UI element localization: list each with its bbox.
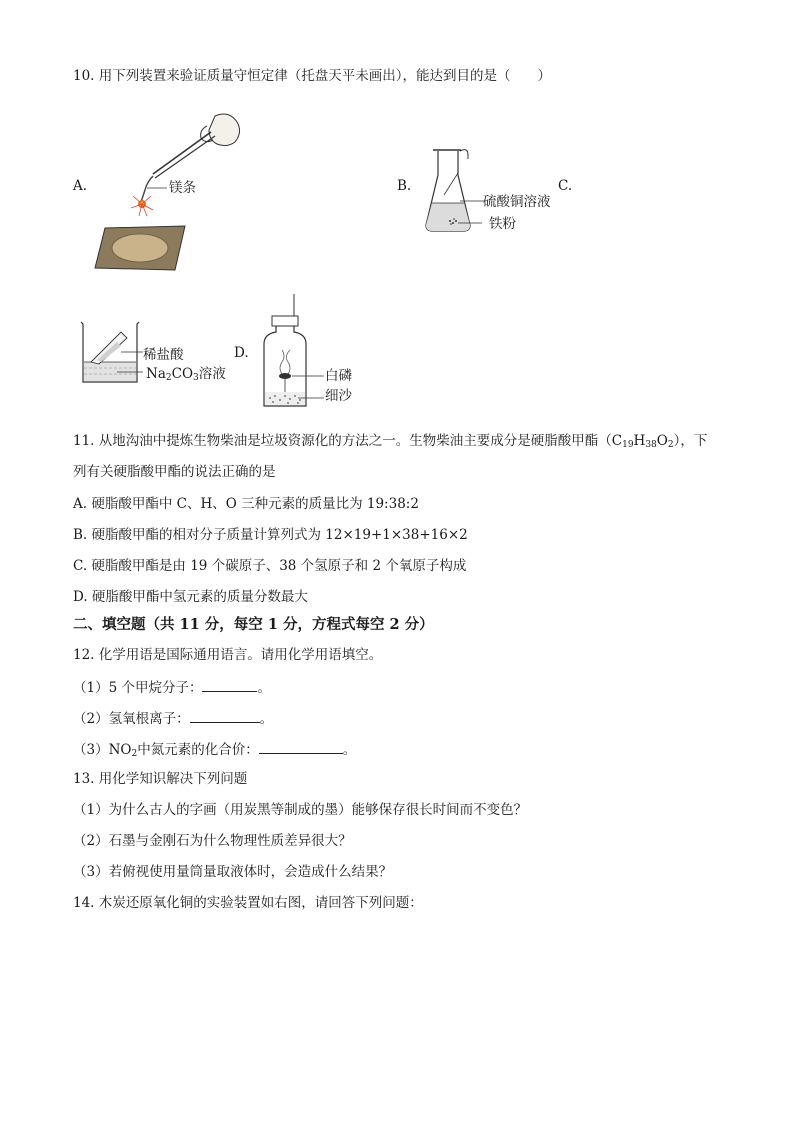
q11-option-b: B. 硬脂酸甲酯的相对分子质量计算列式为 12×19+1×38+16×2 (73, 527, 468, 543)
answer-blank-1[interactable] (202, 677, 257, 692)
q11-option-a: A. 硬脂酸甲酯中 C、H、O 三种元素的质量比为 19:38:2 (73, 496, 419, 512)
option-b-label: B. (397, 178, 412, 194)
figure-d-bottle (258, 294, 328, 412)
figure-a-label: 镁条 (169, 180, 196, 196)
q13-part3: （3）若俯视使用量筒量取液体时，会造成什么结果？ (73, 864, 393, 880)
q14-stem: 14. 木炭还原氧化铜的实验装置如右图，请回答下列问题： (73, 895, 423, 911)
q11-stem-line1: 11. 从地沟油中提炼生物柴油是垃圾资源化的方法之一。生物柴油主要成分是硬脂酸甲酯$(C_{19}H_{38}O_2)$，下 (73, 433, 708, 450)
q13-part2: （2）石墨与金刚石为什么物理性质差异很大？ (73, 833, 352, 849)
figure-b-label-bottom: 铁粉 (489, 216, 516, 232)
q11-option-d: D. 硬脂酸甲酯中氢元素的质量分数最大 (73, 589, 308, 605)
option-a-label: A. (73, 178, 88, 194)
q10-stem: 10. 用下列装置来验证质量守恒定律（托盘天平未画出），能达到目的是（ ） (73, 68, 552, 84)
q12-part3: $(3)NO_2$中氮元素的化合价： 。 (73, 739, 356, 759)
figure-b-label-top: 硫酸铜溶液 (483, 194, 551, 210)
q13-part1: （1）为什么古人的字画（用炭黑等制成的墨）能够保存很长时间而不变色？ (73, 802, 528, 818)
figure-d-label-top: 白磷 (325, 368, 352, 384)
q11-stem-line2: 列有关硬脂酸甲酯的说法正确的是 (73, 464, 276, 480)
answer-blank-3[interactable] (259, 739, 343, 754)
figure-b-flask (424, 145, 484, 235)
q12-part1: （1）5 个甲烷分子： 。 (73, 677, 271, 697)
figure-c-label-bottom: $Na_2CO_3$溶液 (146, 366, 226, 383)
option-d-label: D. (234, 345, 249, 361)
figure-c-beaker (77, 318, 147, 388)
figure-c-label-top: 稀盐酸 (143, 347, 184, 363)
q13-stem: 13. 用化学知识解决下列问题 (73, 771, 248, 787)
q12-part2: （2）氢氧根离子： 。 (73, 708, 273, 728)
section-2-heading: 二、填空题（共 11 分，每空 1 分，方程式每空 2 分） (73, 616, 434, 633)
q12-stem: 12. 化学用语是国际通用语言。请用化学用语填空。 (73, 647, 383, 663)
figure-d-label-bottom: 细沙 (325, 388, 352, 404)
option-c-label: C. (558, 178, 573, 194)
answer-blank-2[interactable] (190, 708, 260, 723)
q11-option-c: C. 硬脂酸甲酯是由 19 个碳原子、38 个氢原子和 2 个氧原子构成 (73, 558, 467, 574)
